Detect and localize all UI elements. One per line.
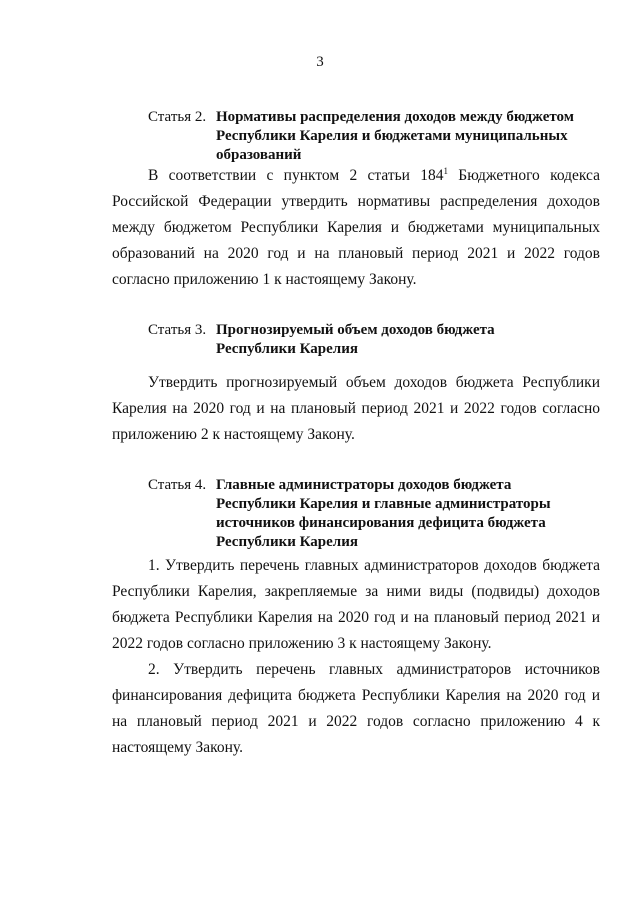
article-4-title	[216, 476, 551, 552]
article-2-heading	[148, 108, 608, 165]
article-2-title-line: Республики Карелия и бюджетами муниципальных	[216, 128, 568, 144]
article-2-paragraph	[112, 163, 600, 293]
article-3-title-line: Прогнозируемый объем доходов бюджета	[216, 322, 495, 338]
page-number: 3	[316, 54, 324, 70]
article-3-heading	[148, 321, 608, 359]
article-2-title-line: Нормативы распределения доходов между бюджетом	[216, 109, 574, 125]
article-4-title-line: Главные администраторы доходов бюджета	[216, 477, 512, 493]
article-3-title	[216, 321, 495, 359]
article-2-title-line: образований	[216, 147, 302, 163]
article-3-paragraph: Утвердить прогнозируемый объем доходов бюджета Республики Карелия на 2020 год и на плановый период 2021 и 2022 годов согласно приложению 2 к настоящему Закону.	[112, 374, 600, 443]
article-2-title	[216, 108, 574, 165]
article-4-title-line: источников финансирования дефицита бюджета	[216, 515, 546, 531]
article-4-title-line: Республики Карелия	[216, 534, 358, 550]
article-2-label: Статья 2.	[148, 109, 207, 125]
article-3-label: Статья 3.	[148, 322, 207, 338]
article-4-paragraph-2: 2. Утвердить перечень главных администраторов источников финансирования дефицита бюджета Республики Карелия на 2020 год и на плановый период 2021 и 2022 годов согласно приложению 4 к настоящему Закону.	[112, 661, 600, 756]
footnote-superscript: 1	[443, 165, 448, 176]
article-4-heading	[148, 476, 608, 552]
article-4-paragraph-1: 1. Утвердить перечень главных администраторов доходов бюджета Республики Карелия, закрепляемые за ними виды (подвиды) доходов бюджета Республики Карелия на 2020 год и на плановый период 2021 и 2022 годов согласно приложению 3 к настоящему Закону.	[112, 557, 600, 652]
article-2-paragraph-text: В соответствии с пунктом 2 статьи 184	[148, 167, 444, 184]
article-4-title-line: Республики Карелия и главные администраторы	[216, 496, 551, 512]
article-3-title-line: Республики Карелия	[216, 341, 358, 357]
article-4-label: Статья 4.	[148, 477, 207, 493]
article-2-paragraph-text-cont: Бюджетного кодекса Российской Федерации утвердить нормативы распределения доходов между бюджетом Республики Карелия и бюджетами муниципальных образований на 2020 год и на плановый период 2021 и 2022 годов согласно приложению 1 к настоящему Закону.	[112, 167, 600, 288]
